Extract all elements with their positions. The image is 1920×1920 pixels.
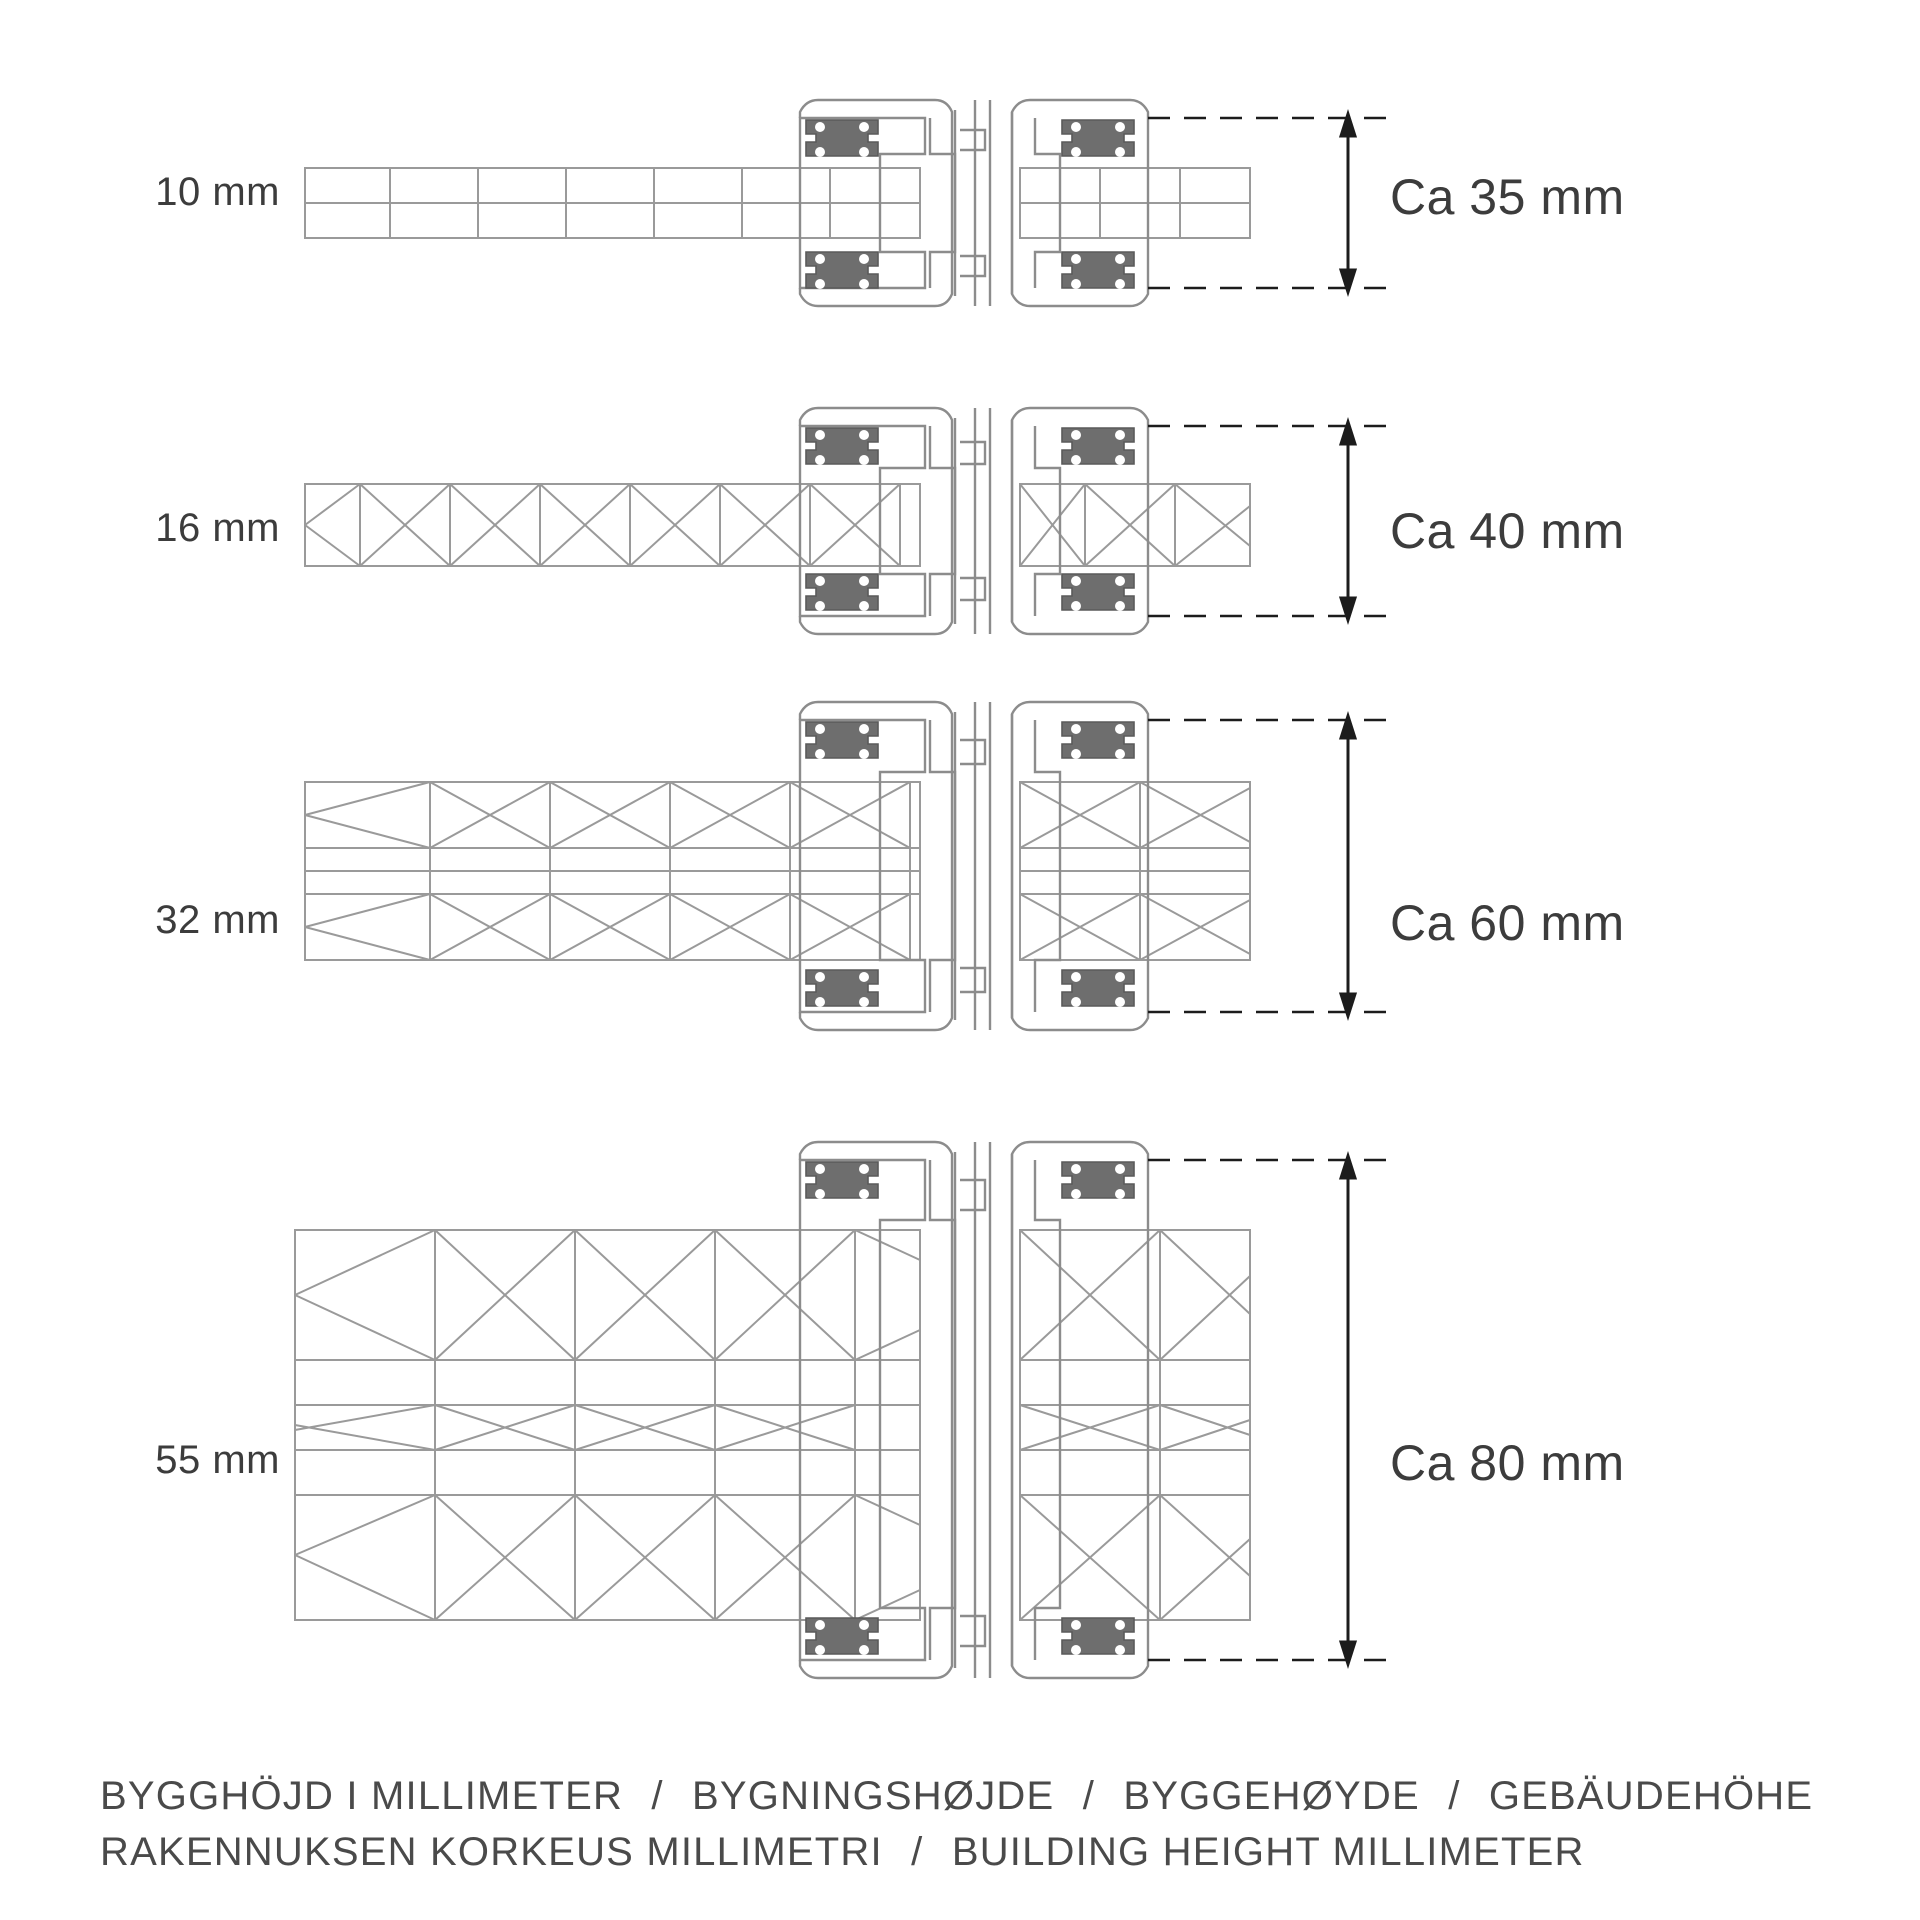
caption-line-1 — [100, 1768, 1860, 1824]
diagram-row-32mm — [0, 660, 1920, 1080]
build-height-label-32mm: Ca 60 mm — [1390, 895, 1625, 951]
caption-no: BYGGEHØYDE — [1123, 1774, 1420, 1818]
panel-thickness-label-32mm: 32 mm — [155, 898, 280, 942]
build-height-label-55mm: Ca 80 mm — [1390, 1435, 1625, 1491]
caption-separator-1: / — [651, 1774, 664, 1818]
cross-section-drawing-55mm — [0, 1120, 1920, 1690]
diagram-row-16mm — [0, 316, 1920, 656]
caption-fi: RAKENNUKSEN KORKEUS MILLIMETRI — [100, 1830, 883, 1874]
build-height-label-10mm: Ca 35 mm — [1390, 169, 1625, 225]
caption-separator-3: / — [1448, 1774, 1461, 1818]
caption-en: BUILDING HEIGHT MILLIMETER — [951, 1830, 1585, 1874]
caption-da: BYGNINGSHØJDE — [692, 1774, 1055, 1818]
caption-separator-4: / — [911, 1830, 924, 1874]
diagram-row-10mm — [0, 0, 1920, 320]
cross-section-drawing-16mm — [0, 316, 1920, 656]
caption-de: GEBÄUDEHÖHE — [1488, 1774, 1814, 1818]
caption-sv: BYGGHÖJD I MILLIMETER — [100, 1774, 624, 1818]
build-height-label-16mm: Ca 40 mm — [1390, 503, 1625, 559]
panel-thickness-label-10mm: 10 mm — [155, 170, 280, 214]
caption-block — [100, 1768, 1860, 1880]
panel-thickness-label-16mm: 16 mm — [155, 506, 280, 550]
cross-section-drawing-32mm — [0, 660, 1920, 1080]
caption-separator-2: / — [1082, 1774, 1096, 1818]
diagram-row-55mm — [0, 1120, 1920, 1690]
panel-thickness-label-55mm: 55 mm — [155, 1438, 280, 1482]
cross-section-drawing-10mm — [0, 0, 1920, 320]
caption-line-2 — [100, 1824, 1860, 1880]
